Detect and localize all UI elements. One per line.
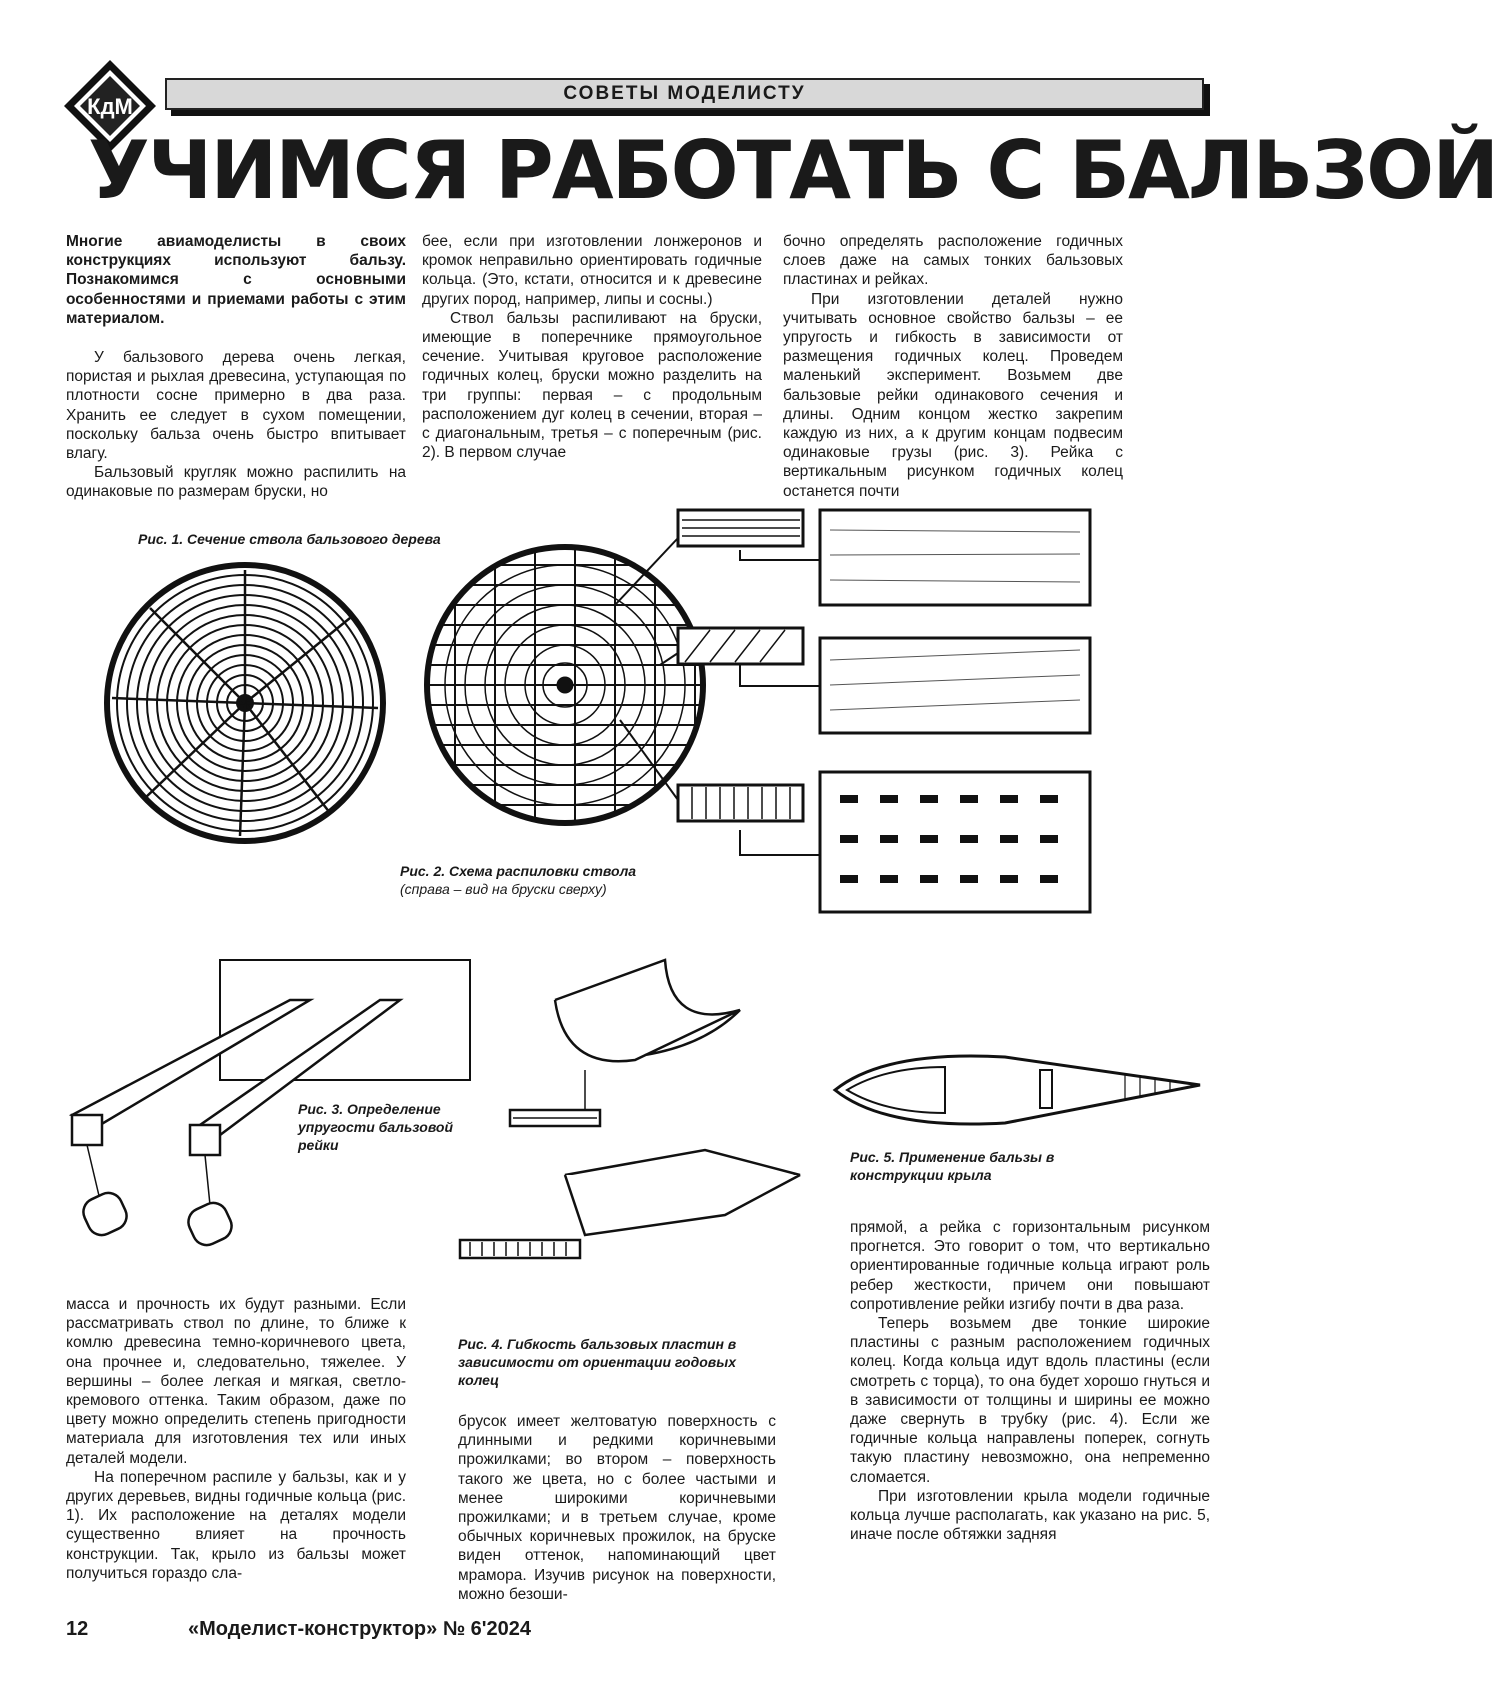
column-3-top [783, 232, 1123, 501]
column-2-top [422, 232, 762, 462]
paragraph: бочно определять расположение годичных слоев даже на самых тонких бальзовых пластинах и рейках. [783, 233, 1123, 289]
fig2-caption-sub: (справа – вид на бруски сверху) [400, 881, 607, 897]
logo-text: КдМ [87, 94, 133, 119]
article-title: УЧИМСЯ РАБОТАТЬ С БАЛЬЗОЙ [88, 124, 1497, 217]
fig2-caption-title: Рис. 2. Схема распиловки ствола [400, 863, 637, 879]
column-1-bottom [66, 1295, 406, 1583]
fig4-plate-flexibility [455, 960, 815, 1320]
paragraph: бее, если при изготовлении лонжеронов и кромок неправильно ориентировать годичные кольца. (Это, кстати, относится и к древесине других пород, например, липы и сосны.) [422, 233, 762, 308]
column-2-bottom [458, 1412, 776, 1604]
fig3-caption: Рис. 3. Определение упругости бальзовой рейки [298, 1101, 454, 1153]
fig4-caption: Рис. 4. Гибкость бальзовых пластин в зависимости от ориентации годовых колец [458, 1336, 737, 1388]
paragraph: брусок имеет желтоватую поверхность с длинными и редкими коричневыми прожилками; во втором – поверхность такого же цвета, но с более частыми и менее широкими коричневыми прожилками; и в третьем случае, кроме обычных коричневых прожилок, на бруске виден оттенок, напоминающий цвет мрамора. Изучив рисунок на поверхности, можно безоши- [458, 1413, 776, 1603]
intro-paragraph: Многие авиамоделисты в своих конструкциях используют бальзу. Познакомимся с основными особенностями и приемами работы с этим материалом. [66, 233, 406, 327]
paragraph: При изготовлении крыла модели годичные кольца лучше располагать, как указано на рис. 5, иначе после обтяжки задняя [850, 1487, 1210, 1544]
fig1-trunk-section [100, 558, 390, 848]
column-1-top [66, 232, 406, 502]
page-number: 12 [66, 1618, 89, 1640]
paragraph: Бальзовый кругляк можно распилить на одинаковые по размерам бруски, но [66, 464, 406, 501]
column-3-bottom [850, 1218, 1210, 1544]
paragraph: На поперечном распиле у бальзы, как и у других деревьев, видны годичные кольца (рис. 1). Их расположение на деталях модели существенно влияет на прочность конструкции. Так, крыло из бальзы может получиться гораздо сла- [66, 1468, 406, 1582]
paragraph: прямой, а рейка с горизонтальным рисунком прогнется. Это говорит о том, что вертикально ориентированные годичные кольца играют роль ребер жесткости, причем они повышают сопротивление рейки изгибу почти в два раза. [850, 1219, 1210, 1313]
paragraph: Теперь возьмем две тонкие широкие пластины с разным расположением годичных колец. Когда кольца идут вдоль пластины (если смотреть с торца), то она будет хорошо гнуться и в зависимости от толщины и ширины ее можно даже свернуть в трубку (рис. 4). Если же годичные кольца направлены поперек, согнуть такую пластину невозможно, она непременно сломается. [850, 1315, 1210, 1486]
fig5-wing-section [825, 1045, 1210, 1135]
paragraph: Ствол бальзы распиливают на бруски, имеющие в поперечнике прямоугольное сечение. Учитывая круговое расположение годичных колец, бруски можно разделить на три группы: первая – с продольным расположением дуг колец в сечении, вторая – с диагональным, третья – с поперечным (рис. 2). В первом случае [422, 309, 762, 462]
rubric-banner [165, 78, 1204, 110]
fig5-caption: Рис. 5. Применение бальзы в конструкции крыла [850, 1149, 1055, 1183]
paragraph: У бальзового дерева очень легкая, пористая и рыхлая древесина, уступающая по плотности сосне примерно в два раза. Хранить ее следует в сухом помещении, поскольку бальза очень быстро впитывает влагу. [66, 349, 406, 463]
fig2-caption [400, 862, 700, 898]
fig1-caption: Рис. 1. Сечение ствола бальзового дерева [138, 531, 441, 547]
rubric-label: СОВЕТЫ МОДЕЛИСТУ [563, 83, 806, 104]
paragraph: масса и прочность их будут разными. Если рассматривать ствол по длине, то ближе к комлю древесина темно-коричневого цвета, она прочнее и, следовательно, тяжелее. У вершины – более легкая и мягкая, светло-кремового оттенка. Таким образом, даже по цвету можно определить степень пригодности материала для изготовления тех или иных деталей модели. [66, 1296, 406, 1467]
paragraph: При изготовлении деталей нужно учитывать основное свойство бальзы – ее упругость и гибкость в зависимости от размещения годичных колец. Проведем маленький эксперимент. Возьмем две бальзовые рейки одинакового сечения и длины. Одним концом жестко закрепим каждую из них, а к другим концам подвесим одинаковые грузы (рис. 3). Рейка с вертикальным рисунком годичных колец останется почти [783, 290, 1123, 500]
fig2-sawing-scheme [420, 510, 1210, 920]
magazine-name: «Моделист-конструктор» № 6'2024 [188, 1618, 532, 1640]
